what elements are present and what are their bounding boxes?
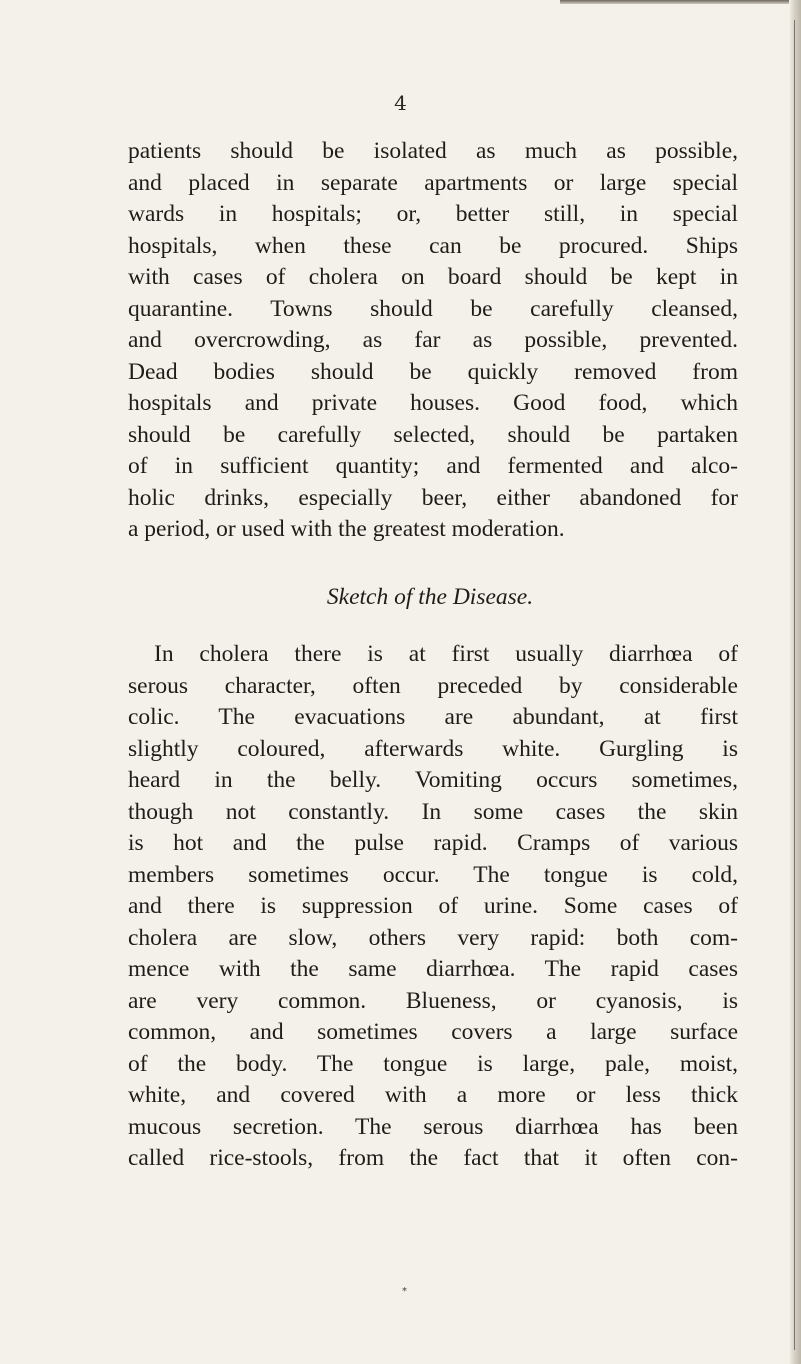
text-line: patients should be isolated as much as possible,: [128, 138, 738, 164]
text-line: and overcrowding, as far as possible, prevented.: [128, 327, 738, 353]
footer-printer-mark: *: [402, 1286, 407, 1297]
page-number: 4: [394, 91, 407, 115]
text-line: Dead bodies should be quickly removed from: [128, 358, 738, 385]
text-line: mence with the same diarrhœa. The rapid cases: [128, 956, 738, 982]
text-line: are very common. Blueness, or cyanosis, is: [128, 987, 738, 1014]
text-line: should be carefully selected, should be partaken: [128, 421, 738, 448]
text-line: serous character, often preceded by considerable: [128, 672, 738, 699]
section-heading: Sketch of the Disease.: [326, 583, 534, 610]
text-line: colic. The evacuations are abundant, at first: [128, 704, 738, 730]
text-line: a period, or used with the greatest moderation.: [128, 516, 565, 542]
text-line: of in sufficient quantity; and fermented and alco-: [128, 453, 738, 479]
text-line: quarantine. Towns should be carefully cleansed,: [128, 295, 738, 322]
page-top-edge-shadow: [560, 0, 801, 4]
text-line: is hot and the pulse rapid. Cramps of various: [128, 830, 738, 856]
text-line: though not constantly. In some cases the skin: [128, 798, 738, 825]
text-line: members sometimes occur. The tongue is cold,: [128, 861, 738, 888]
page-right-edge-shadow: [789, 0, 801, 1364]
page-body: [128, 136, 738, 1175]
text-line: wards in hospitals; or, better still, in special: [128, 201, 738, 227]
text-line: In cholera there is at first usually diarrhœa of: [154, 641, 738, 667]
paragraph-sketch-of-disease: [128, 639, 738, 1175]
text-line: slightly coloured, afterwards white. Gurgling is: [128, 735, 738, 762]
text-line: hospitals, when these can be procured. Ships: [128, 232, 738, 259]
text-line: heard in the belly. Vomiting occurs sometimes,: [128, 767, 738, 793]
text-line: called rice-stools, from the fact that it often con-: [128, 1145, 738, 1171]
text-line: common, and sometimes covers a large surface: [128, 1019, 738, 1045]
text-line: holic drinks, especially beer, either abandoned for: [128, 484, 738, 511]
text-line: of the body. The tongue is large, pale, moist,: [128, 1050, 738, 1077]
text-line: and placed in separate apartments or large special: [128, 169, 738, 196]
text-line: white, and covered with a more or less thick: [128, 1082, 738, 1108]
text-line: hospitals and private houses. Good food, which: [128, 390, 738, 416]
paragraph-prevention: [128, 136, 738, 546]
text-line: and there is suppression of urine. Some cases of: [128, 893, 738, 919]
text-line: mucous secretion. The serous diarrhœa has been: [128, 1113, 738, 1140]
text-line: cholera are slow, others very rapid: both com-: [128, 924, 738, 951]
text-line: with cases of cholera on board should be kept in: [128, 264, 738, 290]
